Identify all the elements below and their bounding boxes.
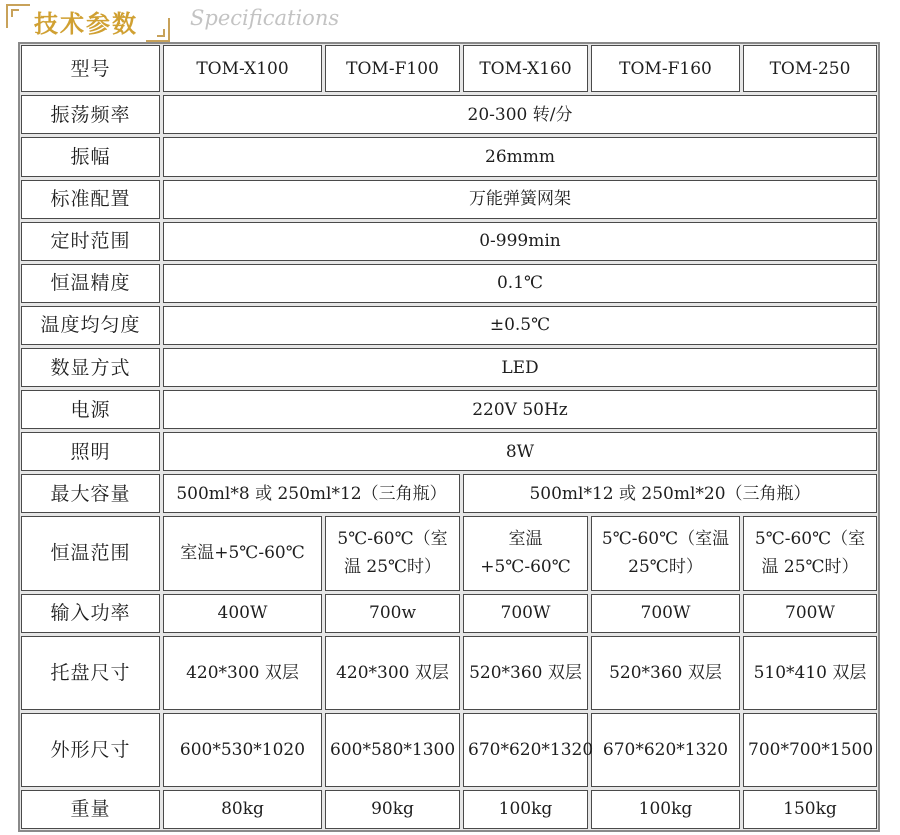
model-name: TOM-X100 <box>163 45 322 92</box>
spec-value: 420*300 双层 <box>325 636 460 710</box>
table-row <box>21 390 877 429</box>
spec-value: 700W <box>591 594 740 633</box>
spec-value: 700*700*1500 <box>743 713 877 787</box>
table-row <box>21 432 877 471</box>
table-row <box>21 790 877 829</box>
spec-value: 0-999min <box>163 222 877 261</box>
model-name: TOM-F160 <box>591 45 740 92</box>
row-label: 振幅 <box>21 137 160 176</box>
spec-value: 20-300 转/分 <box>163 95 877 134</box>
spec-value: 500ml*8 或 250ml*12（三角瓶） <box>163 474 460 513</box>
row-label: 恒温范围 <box>21 516 160 590</box>
spec-value: 5℃-60℃（室温25℃时） <box>591 516 740 590</box>
spec-value: 420*300 双层 <box>163 636 322 710</box>
row-label: 最大容量 <box>21 474 160 513</box>
table-row <box>21 516 877 590</box>
table-row <box>21 95 877 134</box>
spec-value: 室温+5℃-60℃ <box>463 516 588 590</box>
row-label: 电源 <box>21 390 160 429</box>
model-name: TOM-X160 <box>463 45 588 92</box>
spec-value: 万能弹簧网架 <box>163 180 877 219</box>
spec-value: 400W <box>163 594 322 633</box>
table-row <box>21 137 877 176</box>
spec-value: 100kg <box>591 790 740 829</box>
spec-table <box>18 42 880 832</box>
spec-value: 5℃-60℃（室温 25℃时） <box>325 516 460 590</box>
table-row <box>21 713 877 787</box>
row-label: 标准配置 <box>21 180 160 219</box>
row-label: 型号 <box>21 45 160 92</box>
row-label: 定时范围 <box>21 222 160 261</box>
spec-value: 80kg <box>163 790 322 829</box>
spec-value: 700W <box>743 594 877 633</box>
table-row <box>21 474 877 513</box>
spec-value: 220V 50Hz <box>163 390 877 429</box>
table-row <box>21 45 877 92</box>
row-label: 振荡频率 <box>21 95 160 134</box>
row-label: 温度均匀度 <box>21 306 160 345</box>
spec-value: 0.1℃ <box>163 264 877 303</box>
table-row <box>21 180 877 219</box>
corner-ornament-icon <box>6 4 30 28</box>
row-label: 恒温精度 <box>21 264 160 303</box>
row-label: 照明 <box>21 432 160 471</box>
model-name: TOM-250 <box>743 45 877 92</box>
section-header <box>0 0 900 40</box>
row-label: 重量 <box>21 790 160 829</box>
row-label: 数显方式 <box>21 348 160 387</box>
spec-value: 90kg <box>325 790 460 829</box>
table-row <box>21 222 877 261</box>
spec-value: 8W <box>163 432 877 471</box>
spec-value: 26mmm <box>163 137 877 176</box>
spec-value: 500ml*12 或 250ml*20（三角瓶） <box>463 474 877 513</box>
row-label: 输入功率 <box>21 594 160 633</box>
spec-value: 室温+5℃-60℃ <box>163 516 322 590</box>
spec-value: 670*620*1320 <box>463 713 588 787</box>
table-row <box>21 594 877 633</box>
model-name: TOM-F100 <box>325 45 460 92</box>
spec-value: 600*580*1300 <box>325 713 460 787</box>
row-label: 托盘尺寸 <box>21 636 160 710</box>
spec-value: 520*360 双层 <box>591 636 740 710</box>
spec-value: 600*530*1020 <box>163 713 322 787</box>
spec-value: 700w <box>325 594 460 633</box>
corner-ornament-icon <box>146 18 170 42</box>
spec-value: 700W <box>463 594 588 633</box>
spec-value: 150kg <box>743 790 877 829</box>
spec-value: 510*410 双层 <box>743 636 877 710</box>
spec-value: ±0.5℃ <box>163 306 877 345</box>
spec-value: 670*620*1320 <box>591 713 740 787</box>
section-title: 技术参数 <box>34 10 138 38</box>
table-row <box>21 636 877 710</box>
spec-value: 5℃-60℃（室温 25℃时） <box>743 516 877 590</box>
spec-value: LED <box>163 348 877 387</box>
table-row <box>21 264 877 303</box>
row-label: 外形尺寸 <box>21 713 160 787</box>
spec-value: 100kg <box>463 790 588 829</box>
table-row <box>21 348 877 387</box>
table-row <box>21 306 877 345</box>
spec-value: 520*360 双层 <box>463 636 588 710</box>
section-subtitle: Specifications <box>190 6 340 30</box>
